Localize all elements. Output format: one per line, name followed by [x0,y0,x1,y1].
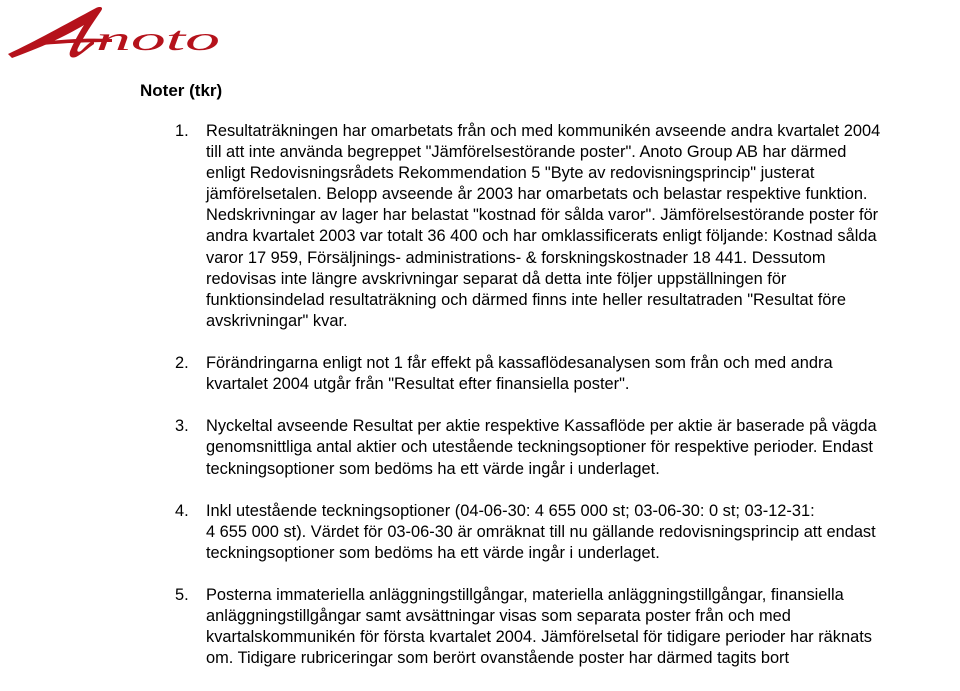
note-text-line: andra kvartalet 2003 var totalt 36 400 och har omklassificerats enligt följande: Kostnad sålda [206,227,877,246]
note-text-line: anläggningstillgångar samt avsättningar visas som separata poster från och med [206,607,791,626]
note-text-line: teckningsoptioner som bedöms ha ett värde ingår i underlaget. [206,543,660,562]
note-text-line: genomsnittliga antal aktier och utestående teckningsoptioner för respektive perioder. Endast [206,438,873,457]
page-heading: Noter (tkr) [140,81,223,100]
note-text-line: Förändringarna enligt not 1 får effekt på kassaflödesanalysen som från och med andra [206,354,833,373]
note-text-line: Nyckeltal avseende Resultat per aktie respektive Kassaflöde per aktie är baserade på vägda [206,417,877,436]
note-text-line: Inkl utestående teckningsoptioner (04-06-30: 4 655 000 st; 03-06-30: 0 st; 03-12-31: [206,501,815,520]
note-text-line: jämförelsetalen. Belopp avseende år 2003 har omarbetats och belastar respektive funktion. [206,185,868,204]
note-text-line: avskrivningar" kvar. [206,311,348,330]
note-text-line: Resultaträkningen har omarbetats från och med kommunikén avseende andra kvartalet 2004 [206,122,881,140]
note-item [0,501,956,564]
note-text-line: redovisas inte längre avskrivningar separat då detta inte följer uppställningen för [206,269,787,288]
note-text-line: kvartalet 2004 utgår från "Resultat efter finansiella poster". [206,375,630,394]
note-text-line: till att inte använda begreppet "Jämförelsestörande poster". Anoto Group AB har därmed [206,143,847,162]
note-text-line: om. Tidigare rubriceringar som berört ovanstående poster har därmed tagits bort [206,649,790,668]
note-text-line: 4 655 000 st). Värdet för 03-06-30 är omräknat till nu gällande redovisningsprincip att endast [206,522,876,541]
notes-list [0,121,960,691]
note-number: 5. [175,586,189,605]
anoto-logo [4,2,226,64]
note-number: 2. [175,354,189,373]
note-item [0,353,956,395]
note-text-line: kvartalskommunikén för första kvartalet 2004. Jämförelsetal för tidigare perioder har räknats [206,628,872,647]
note-number: 1. [175,122,189,140]
note-item [0,585,956,669]
note-text-line: Posterna immateriella anläggningstillgångar, materiella anläggningstillgångar, finansiella [206,586,844,605]
note-text-line: funktionsindelad resultaträkning och därmed finns inte heller resultatraden "Resultat före [206,290,846,309]
note-text-line: enligt Redovisningsrådets Rekommendation 5 "Byte av redovisningsprincip" justerat [206,164,815,183]
anoto-logo-wordmark-visible: noto [96,21,220,58]
note-item [0,416,956,479]
note-number: 4. [175,501,189,520]
note-text-line: teckningsoptioner som bedöms ha ett värde ingår i underlaget. [206,459,660,478]
note-text-line: Nedskrivningar av lager har belastat "kostnad för sålda varor". Jämförelsestörande poster för [206,206,879,225]
note-number: 3. [175,417,189,436]
note-text-line: varor 17 959, Försäljnings- administrations- & forskningskostnader 18 441. Dessutom [206,248,826,267]
note-item [0,121,956,332]
